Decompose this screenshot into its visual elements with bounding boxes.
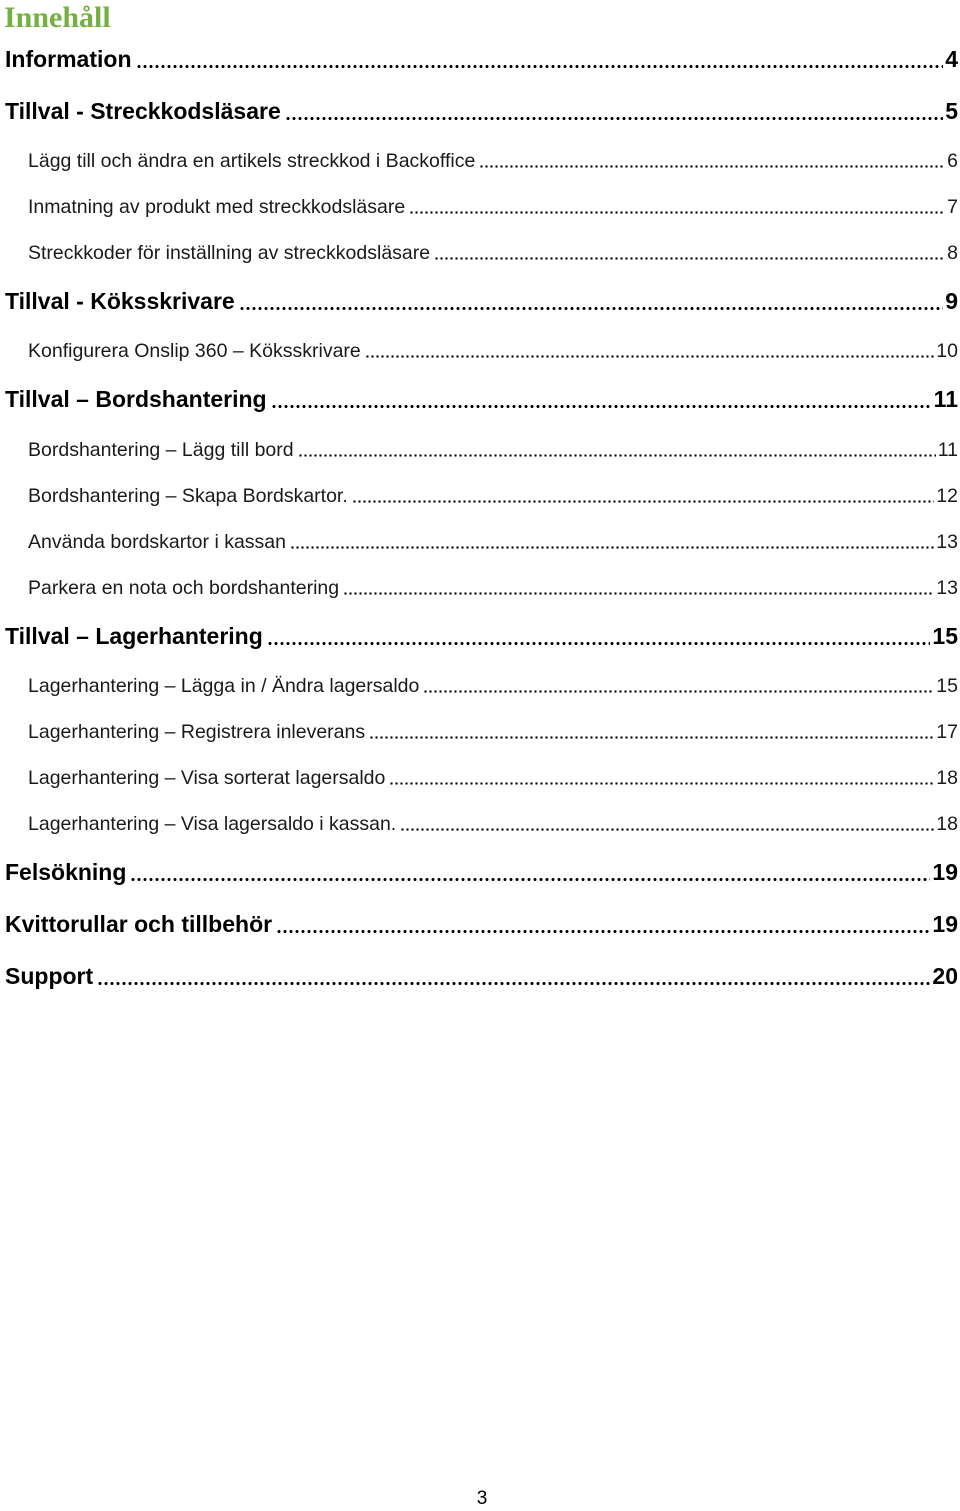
toc-entry-page: 7 (947, 196, 958, 218)
toc-title: Innehåll (4, 1, 111, 34)
toc-entry-information[interactable] (5, 44, 958, 74)
dot-leader (398, 811, 934, 837)
toc-entry-inmatning-produkt[interactable] (28, 194, 958, 220)
dot-leader (350, 483, 935, 509)
toc-entry-page: 11 (933, 386, 958, 412)
toc-entry-andra-streckkod[interactable] (28, 148, 958, 174)
toc-entry-page: 11 (937, 439, 958, 461)
toc-entry-text: Support (5, 963, 94, 989)
dot-leader (265, 621, 931, 651)
toc-entry-text: Lagerhantering – Lägga in / Ändra lagersaldo (28, 675, 420, 697)
toc-entry-text: Lagerhantering – Visa sorterat lagersaldo (28, 767, 386, 789)
dot-leader (432, 240, 945, 266)
dot-leader (367, 719, 934, 745)
toc-entry-text: Tillval – Bordshantering (5, 386, 267, 412)
toc-entry-lagg-till-bord[interactable] (28, 437, 958, 463)
dot-leader (237, 286, 943, 316)
toc-entry-text: Lagerhantering – Visa lagersaldo i kassan. (28, 813, 397, 835)
toc-entry-kvittorullar[interactable] (5, 909, 958, 939)
toc-entry-text: Tillval – Lagerhantering (5, 623, 263, 649)
toc-entry-page: 18 (936, 767, 958, 789)
toc-entry-page: 6 (947, 150, 958, 172)
toc-entry-anvanda-bordskartor[interactable] (28, 529, 958, 555)
page-number: 3 (476, 1488, 488, 1509)
toc-entry-page: 18 (936, 813, 958, 835)
toc-entry-page: 19 (932, 859, 958, 885)
toc-entry-registrera-inleverans[interactable] (28, 719, 958, 745)
toc-entry-support[interactable] (5, 961, 958, 991)
toc-entry-text: Inmatning av produkt med streckkodsläsare (28, 196, 406, 218)
toc-entry-skapa-bordskartor[interactable] (28, 483, 958, 509)
toc-entry-text: Felsökning (5, 859, 127, 885)
toc-entry-text: Parkera en nota och bordshantering (28, 577, 340, 599)
toc-entry-text: Använda bordskartor i kassan (28, 531, 286, 553)
dot-leader (269, 384, 932, 414)
toc-entry-page: 10 (936, 340, 958, 362)
toc-entry-page: 13 (936, 531, 958, 553)
dot-leader (407, 194, 945, 220)
dot-leader (128, 857, 930, 887)
toc-entry-text: Bordshantering – Skapa Bordskartor. (28, 485, 348, 507)
dot-leader (296, 437, 936, 463)
toc-entry-page: 15 (936, 675, 958, 697)
dot-leader (387, 765, 934, 791)
toc-entry-page: 4 (945, 46, 958, 72)
toc-entry-bordshantering[interactable] (5, 384, 958, 414)
dot-leader (95, 961, 930, 991)
toc-entry-text: Kvittorullar och tillbehör (5, 911, 273, 937)
dot-leader (341, 575, 934, 601)
toc-entry-streckkoder-installning[interactable] (28, 240, 958, 266)
toc-entry-page: 19 (932, 911, 958, 937)
toc-entry-page: 20 (932, 963, 958, 989)
toc-entry-text: Lagerhantering – Registrera inleverans (28, 721, 366, 743)
toc-entry-text: Streckkoder för inställning av streckkodsläsare (28, 242, 431, 264)
toc-entry-page: 15 (932, 623, 958, 649)
dot-leader (274, 909, 930, 939)
toc-entry-konfigurera-onslip[interactable] (28, 338, 958, 364)
toc-entry-text: Tillval - Köksskrivare (5, 288, 235, 314)
toc-entry-felsokning[interactable] (5, 857, 958, 887)
dot-leader (477, 148, 945, 174)
dot-leader (363, 338, 935, 364)
toc-entry-lagerhantering[interactable] (5, 621, 958, 651)
toc-entry-text: Lägg till och ändra en artikels streckkod i Backoffice (28, 150, 476, 172)
dot-leader (421, 673, 934, 699)
toc-entry-page: 12 (936, 485, 958, 507)
toc-entry-visa-lagersaldo-kassan[interactable] (28, 811, 958, 837)
toc-entry-page: 5 (945, 98, 958, 124)
toc-entry-text: Bordshantering – Lägg till bord (28, 439, 294, 461)
toc-entry-visa-sorterat-lagersaldo[interactable] (28, 765, 958, 791)
toc-entry-page: 13 (936, 577, 958, 599)
toc-entry-text: Tillval - Streckkodsläsare (5, 98, 281, 124)
toc-entry-koksskrivare[interactable] (5, 286, 958, 316)
dot-leader (134, 44, 944, 74)
toc-entry-lagga-in-lagersaldo[interactable] (28, 673, 958, 699)
toc-entry-page: 8 (947, 242, 958, 264)
toc-entry-text: Konfigurera Onslip 360 – Köksskrivare (28, 340, 361, 362)
dot-leader (283, 96, 943, 126)
toc-entry-page: 17 (936, 721, 958, 743)
toc-entry-streckkodslasare[interactable] (5, 96, 958, 126)
toc-entry-text: Information (5, 46, 132, 72)
toc-entry-parkera-nota[interactable] (28, 575, 958, 601)
dot-leader (288, 529, 934, 555)
toc-entry-page: 9 (945, 288, 958, 314)
